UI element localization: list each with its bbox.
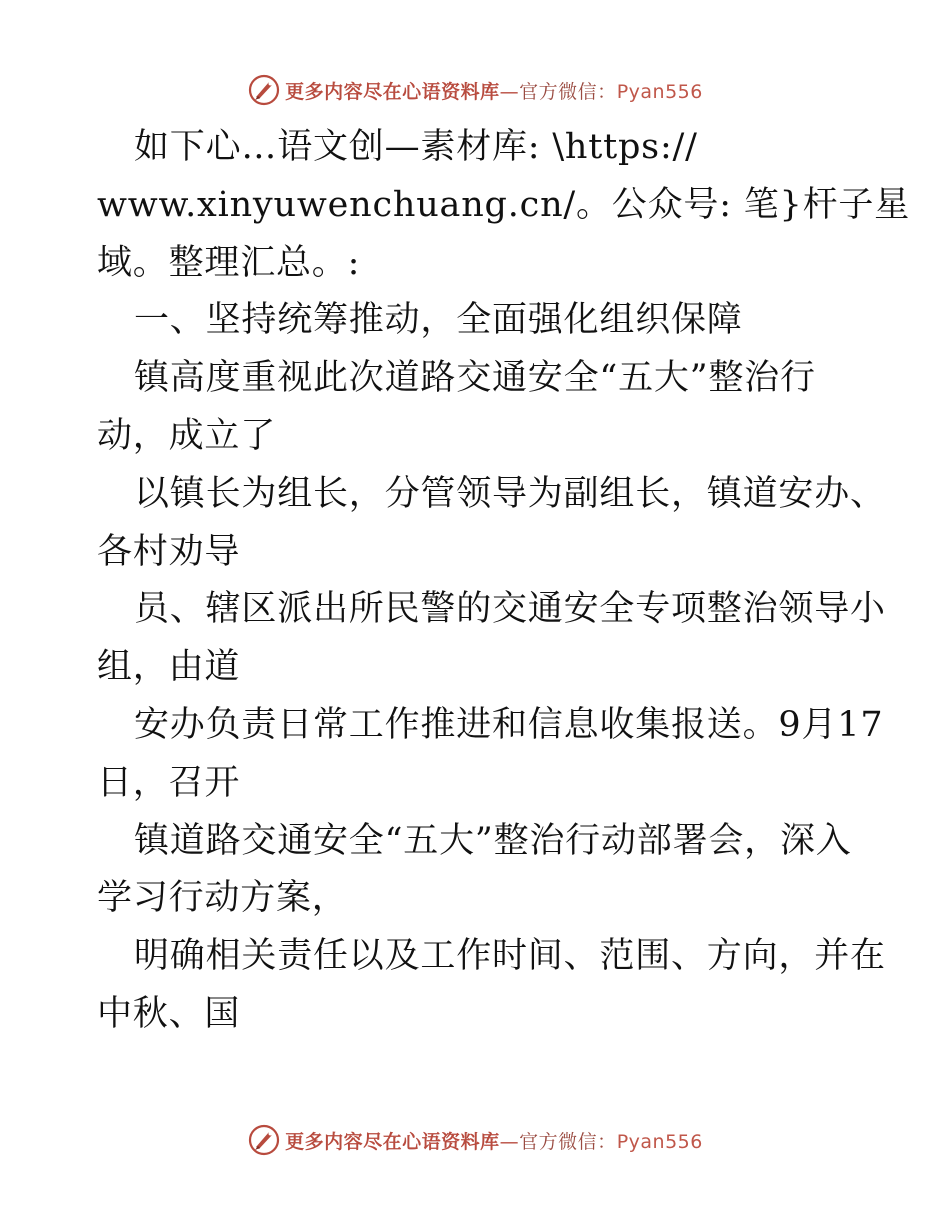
- document-line: 员、辖区派出所民警的交通安全专项整治领导小: [134, 589, 886, 630]
- document-line: 镇高度重视此次道路交通安全“五大”整治行: [134, 358, 816, 399]
- document-line: 动，成立了: [97, 415, 277, 456]
- promo-dash: —: [499, 1130, 520, 1153]
- document-line: 日，召开: [97, 762, 241, 803]
- document-line: 如下心…语文创—素材库: \https://: [134, 127, 698, 167]
- document-line: 明确相关责任以及工作时间、范围、方向，并在: [134, 936, 886, 977]
- document-line: 以镇长为组长，分管领导为副组长，镇道安办、: [134, 473, 886, 514]
- watermark-logo-icon: [247, 73, 281, 107]
- header-watermark-banner: [0, 70, 950, 110]
- watermark-logo-icon: [247, 1123, 281, 1157]
- document-line: 域。整理汇总。:: [97, 242, 361, 283]
- wechat-account: Pyan556: [616, 1130, 703, 1153]
- document-line: 各村劝导: [97, 531, 241, 572]
- footer-promo-text: [285, 1127, 703, 1154]
- document-line: 学习行动方案，: [97, 878, 348, 919]
- document-line: 组，由道: [97, 647, 241, 688]
- footer-watermark-banner: [0, 1120, 950, 1160]
- promo-text: 更多内容尽在心语资料库: [285, 80, 500, 103]
- document-line: 安办负责日常工作推进和信息收集报送。9月17: [134, 704, 884, 745]
- wechat-label: 官方微信：: [519, 80, 617, 103]
- document-line: 一、坚持统筹推动，全面强化组织保障: [134, 300, 743, 341]
- document-body: [97, 119, 910, 1044]
- document-line: 镇道路交通安全“五大”整治行动部署会，深入: [134, 820, 852, 861]
- wechat-account: Pyan556: [616, 80, 703, 103]
- promo-dash: —: [499, 80, 520, 103]
- document-line: www.xinyuwenchuang.cn/。公众号: 笔}杆子星: [97, 184, 910, 225]
- promo-text: 更多内容尽在心语资料库: [285, 1130, 500, 1153]
- header-promo-text: [285, 77, 703, 104]
- wechat-label: 官方微信：: [519, 1130, 617, 1153]
- document-line: 中秋、国: [97, 993, 241, 1034]
